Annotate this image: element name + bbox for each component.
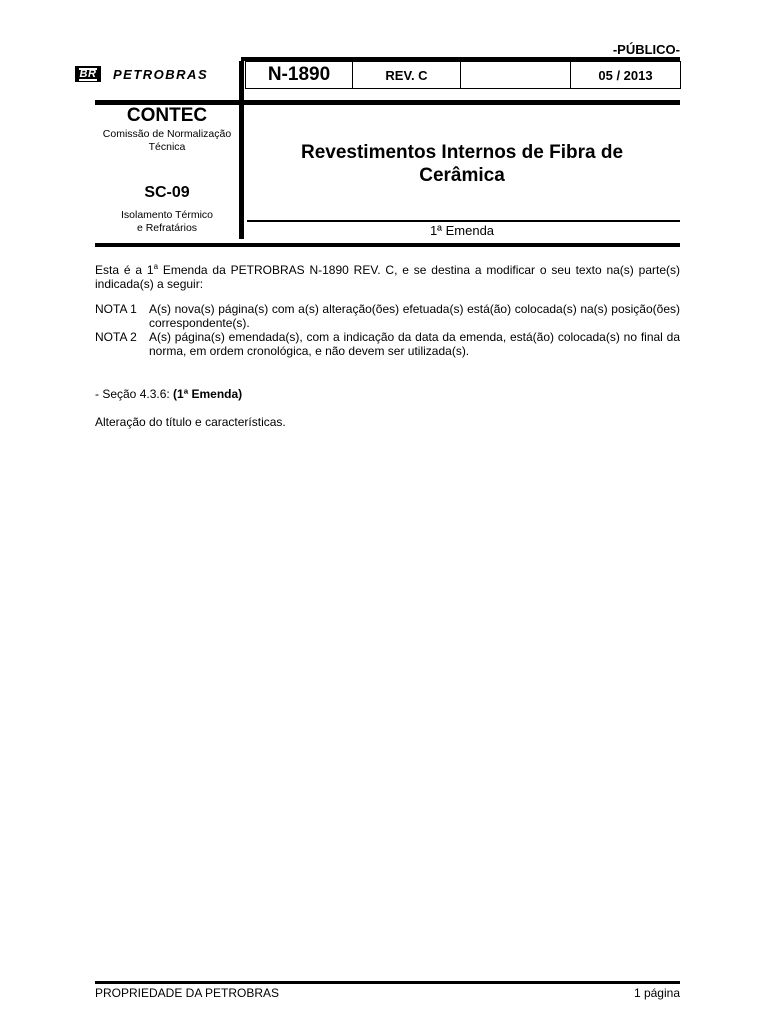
revision: REV. C bbox=[353, 62, 461, 88]
block-bottom-rule bbox=[95, 243, 680, 247]
header-table bbox=[245, 61, 681, 89]
amendment-label: 1ª Emenda bbox=[429, 223, 495, 238]
document-title: Revestimentos Internos de Fibra de Cerâmica bbox=[300, 142, 624, 186]
section-reference: - Seção 4.3.6: (1ª Emenda) bbox=[95, 387, 243, 401]
org-name: CONTEC bbox=[126, 105, 208, 126]
classification-label: -PÚBLICO- bbox=[612, 42, 680, 57]
org-description: Comissão de Normalização Técnica bbox=[102, 128, 232, 153]
footer-page-count: 1 página bbox=[633, 986, 680, 1000]
note-item: NOTA 2 A(s) página(s) emendada(s), com a indicação da data da emenda, está(ão) colocada(s) no final da norma, em ordem cronológica, e não devem ser utilizada(s). bbox=[95, 330, 680, 358]
subcommittee: SC-09 bbox=[144, 184, 190, 201]
footer-owner: PROPRIEDADE DA PETROBRAS bbox=[95, 986, 280, 1000]
norm-number: N-1890 bbox=[246, 62, 353, 88]
change-description: Alteração do título e características. bbox=[95, 415, 286, 429]
petrobras-logo bbox=[75, 66, 208, 82]
br-logo-icon: BR bbox=[75, 66, 101, 82]
intro-paragraph: Esta é a 1$^a$ Emenda da PETROBRAS N-1890 REV. C, e se destina a modificar o seu texto na(s) parte(s) indicada(s) a seguir: bbox=[95, 262, 680, 291]
company-name: PETROBRAS bbox=[113, 66, 209, 82]
footer-rule bbox=[95, 981, 680, 984]
title-underline bbox=[247, 220, 680, 222]
notes-list bbox=[95, 302, 680, 358]
note-item: NOTA 1 A(s) nova(s) página(s) com a(s) alteração(ões) efetuada(s) está(ão) colocada(s) na(s) posição(ões) correspondente(s). bbox=[95, 302, 680, 330]
subcommittee-description: Isolamento Térmico e Refratários bbox=[120, 209, 213, 234]
blank-cell bbox=[461, 62, 571, 88]
date: 05 / 2013 bbox=[598, 67, 653, 83]
